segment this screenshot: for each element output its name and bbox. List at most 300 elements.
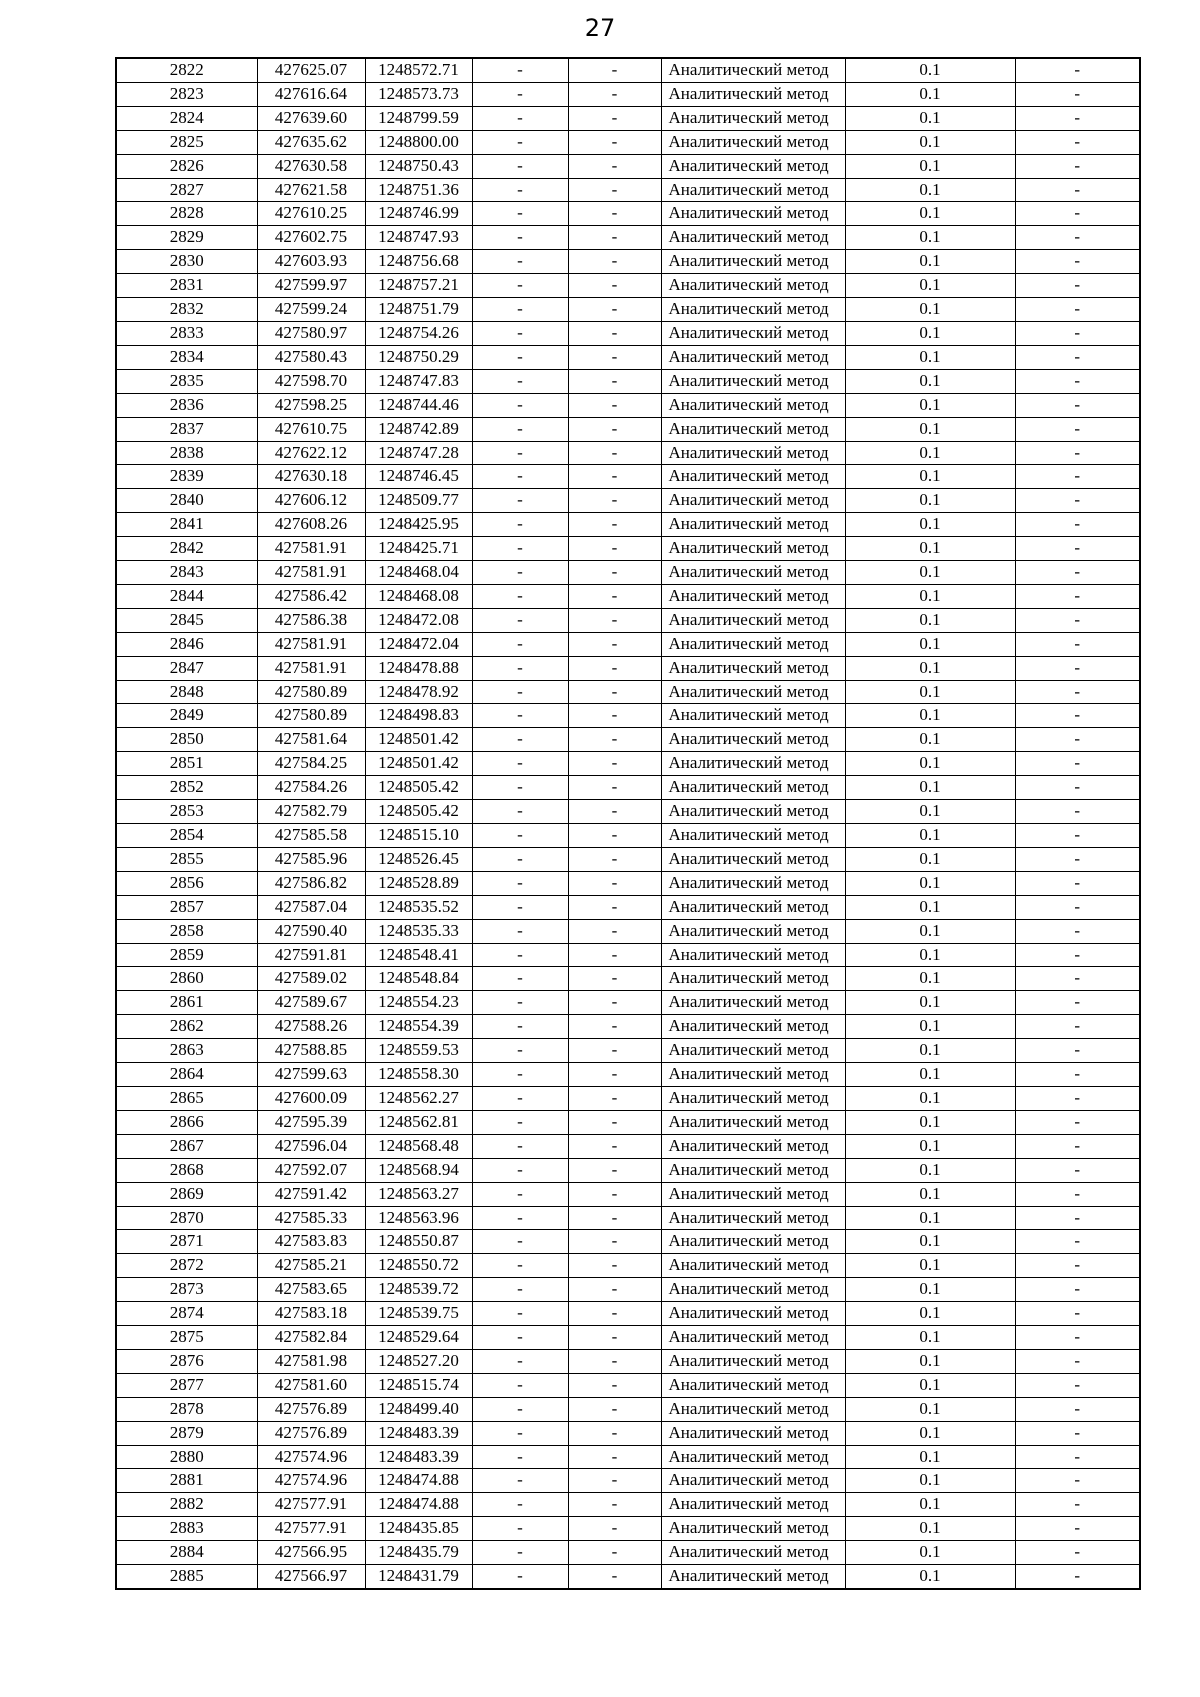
x-coordinate-cell: 427586.42 [257,584,365,608]
y-coordinate-cell: 1248747.93 [365,226,472,250]
table-row [116,584,1140,608]
x-coordinate-cell: 427625.07 [257,58,365,82]
x-coordinate-cell: 427591.42 [257,1182,365,1206]
empty-value-cell: - [568,1254,661,1278]
accuracy-cell: 0.1 [845,1158,1015,1182]
point-number-cell: 2840 [116,489,257,513]
point-number-cell: 2838 [116,441,257,465]
x-coordinate-cell: 427586.82 [257,871,365,895]
x-coordinate-cell: 427590.40 [257,919,365,943]
empty-value-cell: - [568,202,661,226]
empty-value-cell: - [1015,321,1140,345]
point-number-cell: 2861 [116,991,257,1015]
empty-value-cell: - [1015,1015,1140,1039]
point-number-cell: 2828 [116,202,257,226]
table-row [116,1326,1140,1350]
table-row [116,943,1140,967]
accuracy-cell: 0.1 [845,895,1015,919]
x-coordinate-cell: 427589.02 [257,967,365,991]
empty-value-cell: - [568,417,661,441]
point-number-cell: 2855 [116,847,257,871]
table-row [116,1110,1140,1134]
point-number-cell: 2841 [116,513,257,537]
method-cell: Аналитический метод [661,130,845,154]
empty-value-cell: - [1015,943,1140,967]
empty-value-cell: - [472,943,568,967]
y-coordinate-cell: 1248568.94 [365,1158,472,1182]
y-coordinate-cell: 1248515.74 [365,1373,472,1397]
point-number-cell: 2864 [116,1063,257,1087]
method-cell: Аналитический метод [661,1541,845,1565]
point-number-cell: 2857 [116,895,257,919]
table-row [116,991,1140,1015]
empty-value-cell: - [472,1110,568,1134]
empty-value-cell: - [472,1182,568,1206]
x-coordinate-cell: 427595.39 [257,1110,365,1134]
method-cell: Аналитический метод [661,919,845,943]
table-row [116,1349,1140,1373]
y-coordinate-cell: 1248435.85 [365,1517,472,1541]
accuracy-cell: 0.1 [845,1302,1015,1326]
x-coordinate-cell: 427586.38 [257,608,365,632]
empty-value-cell: - [568,584,661,608]
point-number-cell: 2822 [116,58,257,82]
x-coordinate-cell: 427622.12 [257,441,365,465]
empty-value-cell: - [472,1469,568,1493]
empty-value-cell: - [1015,561,1140,585]
empty-value-cell: - [568,274,661,298]
table-row [116,250,1140,274]
empty-value-cell: - [568,1278,661,1302]
empty-value-cell: - [1015,1421,1140,1445]
accuracy-cell: 0.1 [845,728,1015,752]
x-coordinate-cell: 427576.89 [257,1397,365,1421]
accuracy-cell: 0.1 [845,561,1015,585]
empty-value-cell: - [1015,1206,1140,1230]
method-cell: Аналитический метод [661,943,845,967]
x-coordinate-cell: 427583.65 [257,1278,365,1302]
accuracy-cell: 0.1 [845,608,1015,632]
empty-value-cell: - [568,752,661,776]
method-cell: Аналитический метод [661,1469,845,1493]
point-number-cell: 2876 [116,1349,257,1373]
point-number-cell: 2866 [116,1110,257,1134]
table-row [116,632,1140,656]
table-row [116,130,1140,154]
empty-value-cell: - [472,130,568,154]
x-coordinate-cell: 427581.91 [257,656,365,680]
x-coordinate-cell: 427582.79 [257,800,365,824]
x-coordinate-cell: 427583.83 [257,1230,365,1254]
empty-value-cell: - [472,561,568,585]
empty-value-cell: - [1015,752,1140,776]
empty-value-cell: - [472,1541,568,1565]
x-coordinate-cell: 427581.91 [257,632,365,656]
y-coordinate-cell: 1248550.87 [365,1230,472,1254]
y-coordinate-cell: 1248554.39 [365,1015,472,1039]
empty-value-cell: - [568,824,661,848]
empty-value-cell: - [1015,1565,1140,1589]
empty-value-cell: - [568,1182,661,1206]
point-number-cell: 2872 [116,1254,257,1278]
accuracy-cell: 0.1 [845,776,1015,800]
empty-value-cell: - [472,991,568,1015]
table-row [116,393,1140,417]
empty-value-cell: - [472,967,568,991]
table-row [116,202,1140,226]
empty-value-cell: - [472,298,568,322]
accuracy-cell: 0.1 [845,1373,1015,1397]
point-number-cell: 2852 [116,776,257,800]
coordinates-table [115,57,1141,1590]
accuracy-cell: 0.1 [845,824,1015,848]
empty-value-cell: - [472,465,568,489]
method-cell: Аналитический метод [661,1493,845,1517]
y-coordinate-cell: 1248468.08 [365,584,472,608]
table-row [116,441,1140,465]
point-number-cell: 2860 [116,967,257,991]
y-coordinate-cell: 1248529.64 [365,1326,472,1350]
method-cell: Аналитический метод [661,584,845,608]
empty-value-cell: - [568,1326,661,1350]
table-row [116,680,1140,704]
empty-value-cell: - [568,489,661,513]
empty-value-cell: - [472,417,568,441]
empty-value-cell: - [472,871,568,895]
empty-value-cell: - [1015,1517,1140,1541]
y-coordinate-cell: 1248478.92 [365,680,472,704]
point-number-cell: 2865 [116,1086,257,1110]
method-cell: Аналитический метод [661,871,845,895]
x-coordinate-cell: 427581.91 [257,561,365,585]
table-row [116,1517,1140,1541]
accuracy-cell: 0.1 [845,106,1015,130]
point-number-cell: 2874 [116,1302,257,1326]
point-number-cell: 2844 [116,584,257,608]
empty-value-cell: - [568,680,661,704]
point-number-cell: 2868 [116,1158,257,1182]
empty-value-cell: - [568,561,661,585]
empty-value-cell: - [568,895,661,919]
empty-value-cell: - [472,1063,568,1087]
method-cell: Аналитический метод [661,1254,845,1278]
point-number-cell: 2848 [116,680,257,704]
method-cell: Аналитический метод [661,1134,845,1158]
empty-value-cell: - [472,919,568,943]
table-row [116,298,1140,322]
x-coordinate-cell: 427580.43 [257,345,365,369]
page-number: 27 [584,14,616,42]
empty-value-cell: - [1015,704,1140,728]
y-coordinate-cell: 1248742.89 [365,417,472,441]
y-coordinate-cell: 1248572.71 [365,58,472,82]
empty-value-cell: - [568,154,661,178]
empty-value-cell: - [568,82,661,106]
empty-value-cell: - [1015,824,1140,848]
table-row [116,656,1140,680]
empty-value-cell: - [1015,1469,1140,1493]
table-row [116,967,1140,991]
table-row [116,1158,1140,1182]
x-coordinate-cell: 427596.04 [257,1134,365,1158]
x-coordinate-cell: 427635.62 [257,130,365,154]
empty-value-cell: - [1015,130,1140,154]
table-row [116,561,1140,585]
y-coordinate-cell: 1248562.81 [365,1110,472,1134]
method-cell: Аналитический метод [661,1373,845,1397]
accuracy-cell: 0.1 [845,1469,1015,1493]
table-row [116,226,1140,250]
point-number-cell: 2862 [116,1015,257,1039]
point-number-cell: 2878 [116,1397,257,1421]
method-cell: Аналитический метод [661,226,845,250]
y-coordinate-cell: 1248750.43 [365,154,472,178]
empty-value-cell: - [1015,1278,1140,1302]
x-coordinate-cell: 427598.70 [257,369,365,393]
method-cell: Аналитический метод [661,393,845,417]
table-row [116,1493,1140,1517]
empty-value-cell: - [568,226,661,250]
y-coordinate-cell: 1248746.45 [365,465,472,489]
accuracy-cell: 0.1 [845,130,1015,154]
empty-value-cell: - [568,1063,661,1087]
accuracy-cell: 0.1 [845,1230,1015,1254]
x-coordinate-cell: 427610.75 [257,417,365,441]
method-cell: Аналитический метод [661,1182,845,1206]
y-coordinate-cell: 1248751.36 [365,178,472,202]
empty-value-cell: - [568,871,661,895]
empty-value-cell: - [568,632,661,656]
empty-value-cell: - [1015,537,1140,561]
empty-value-cell: - [472,226,568,250]
empty-value-cell: - [1015,1039,1140,1063]
y-coordinate-cell: 1248468.04 [365,561,472,585]
point-number-cell: 2881 [116,1469,257,1493]
y-coordinate-cell: 1248754.26 [365,321,472,345]
table-row [116,1278,1140,1302]
y-coordinate-cell: 1248746.99 [365,202,472,226]
accuracy-cell: 0.1 [845,1278,1015,1302]
point-number-cell: 2842 [116,537,257,561]
table-row [116,800,1140,824]
empty-value-cell: - [1015,298,1140,322]
y-coordinate-cell: 1248425.95 [365,513,472,537]
table-row [116,513,1140,537]
method-cell: Аналитический метод [661,345,845,369]
empty-value-cell: - [472,728,568,752]
empty-value-cell: - [1015,1182,1140,1206]
y-coordinate-cell: 1248501.42 [365,752,472,776]
table-row [116,1397,1140,1421]
empty-value-cell: - [1015,202,1140,226]
empty-value-cell: - [472,824,568,848]
empty-value-cell: - [472,178,568,202]
accuracy-cell: 0.1 [845,704,1015,728]
x-coordinate-cell: 427585.21 [257,1254,365,1278]
method-cell: Аналитический метод [661,1302,845,1326]
method-cell: Аналитический метод [661,632,845,656]
accuracy-cell: 0.1 [845,1039,1015,1063]
accuracy-cell: 0.1 [845,584,1015,608]
empty-value-cell: - [568,704,661,728]
accuracy-cell: 0.1 [845,1541,1015,1565]
empty-value-cell: - [472,1373,568,1397]
x-coordinate-cell: 427606.12 [257,489,365,513]
empty-value-cell: - [1015,1493,1140,1517]
point-number-cell: 2824 [116,106,257,130]
accuracy-cell: 0.1 [845,680,1015,704]
x-coordinate-cell: 427577.91 [257,1493,365,1517]
table-row [116,1230,1140,1254]
empty-value-cell: - [472,1493,568,1517]
y-coordinate-cell: 1248563.96 [365,1206,472,1230]
method-cell: Аналитический метод [661,752,845,776]
x-coordinate-cell: 427584.26 [257,776,365,800]
point-number-cell: 2867 [116,1134,257,1158]
empty-value-cell: - [1015,800,1140,824]
empty-value-cell: - [568,1445,661,1469]
table-row [116,321,1140,345]
y-coordinate-cell: 1248751.79 [365,298,472,322]
x-coordinate-cell: 427584.25 [257,752,365,776]
empty-value-cell: - [472,752,568,776]
method-cell: Аналитический метод [661,1158,845,1182]
empty-value-cell: - [568,130,661,154]
empty-value-cell: - [1015,584,1140,608]
x-coordinate-cell: 427621.58 [257,178,365,202]
method-cell: Аналитический метод [661,513,845,537]
empty-value-cell: - [472,274,568,298]
x-coordinate-cell: 427603.93 [257,250,365,274]
empty-value-cell: - [472,632,568,656]
x-coordinate-cell: 427576.89 [257,1421,365,1445]
x-coordinate-cell: 427566.95 [257,1541,365,1565]
y-coordinate-cell: 1248568.48 [365,1134,472,1158]
x-coordinate-cell: 427599.63 [257,1063,365,1087]
y-coordinate-cell: 1248499.40 [365,1397,472,1421]
table-row [116,704,1140,728]
empty-value-cell: - [1015,776,1140,800]
method-cell: Аналитический метод [661,1086,845,1110]
empty-value-cell: - [1015,1326,1140,1350]
y-coordinate-cell: 1248757.21 [365,274,472,298]
point-number-cell: 2863 [116,1039,257,1063]
empty-value-cell: - [472,58,568,82]
empty-value-cell: - [1015,417,1140,441]
accuracy-cell: 0.1 [845,919,1015,943]
x-coordinate-cell: 427589.67 [257,991,365,1015]
accuracy-cell: 0.1 [845,1565,1015,1589]
empty-value-cell: - [472,1326,568,1350]
accuracy-cell: 0.1 [845,1110,1015,1134]
empty-value-cell: - [1015,250,1140,274]
method-cell: Аналитический метод [661,1039,845,1063]
table-row [116,871,1140,895]
empty-value-cell: - [472,1565,568,1589]
point-number-cell: 2880 [116,1445,257,1469]
empty-value-cell: - [1015,106,1140,130]
y-coordinate-cell: 1248548.84 [365,967,472,991]
x-coordinate-cell: 427585.58 [257,824,365,848]
y-coordinate-cell: 1248474.88 [365,1469,472,1493]
point-number-cell: 2885 [116,1565,257,1589]
empty-value-cell: - [1015,1086,1140,1110]
accuracy-cell: 0.1 [845,1063,1015,1087]
y-coordinate-cell: 1248472.08 [365,608,472,632]
method-cell: Аналитический метод [661,1517,845,1541]
empty-value-cell: - [568,1302,661,1326]
point-number-cell: 2833 [116,321,257,345]
point-number-cell: 2825 [116,130,257,154]
empty-value-cell: - [1015,369,1140,393]
point-number-cell: 2846 [116,632,257,656]
x-coordinate-cell: 427639.60 [257,106,365,130]
empty-value-cell: - [472,1278,568,1302]
x-coordinate-cell: 427581.60 [257,1373,365,1397]
point-number-cell: 2831 [116,274,257,298]
empty-value-cell: - [1015,393,1140,417]
y-coordinate-cell: 1248431.79 [365,1565,472,1589]
method-cell: Аналитический метод [661,417,845,441]
table-row [116,608,1140,632]
empty-value-cell: - [568,441,661,465]
method-cell: Аналитический метод [661,656,845,680]
point-number-cell: 2873 [116,1278,257,1302]
x-coordinate-cell: 427580.89 [257,680,365,704]
empty-value-cell: - [568,106,661,130]
empty-value-cell: - [472,584,568,608]
empty-value-cell: - [568,298,661,322]
empty-value-cell: - [568,1349,661,1373]
y-coordinate-cell: 1248554.23 [365,991,472,1015]
empty-value-cell: - [568,1158,661,1182]
method-cell: Аналитический метод [661,1110,845,1134]
empty-value-cell: - [472,680,568,704]
empty-value-cell: - [1015,1254,1140,1278]
empty-value-cell: - [1015,1397,1140,1421]
empty-value-cell: - [1015,178,1140,202]
point-number-cell: 2827 [116,178,257,202]
y-coordinate-cell: 1248562.27 [365,1086,472,1110]
empty-value-cell: - [1015,632,1140,656]
method-cell: Аналитический метод [661,1206,845,1230]
empty-value-cell: - [472,1230,568,1254]
accuracy-cell: 0.1 [845,967,1015,991]
x-coordinate-cell: 427580.97 [257,321,365,345]
point-number-cell: 2832 [116,298,257,322]
empty-value-cell: - [568,1110,661,1134]
y-coordinate-cell: 1248539.72 [365,1278,472,1302]
y-coordinate-cell: 1248800.00 [365,130,472,154]
empty-value-cell: - [568,1039,661,1063]
accuracy-cell: 0.1 [845,513,1015,537]
method-cell: Аналитический метод [661,1326,845,1350]
empty-value-cell: - [1015,656,1140,680]
point-number-cell: 2851 [116,752,257,776]
method-cell: Аналитический метод [661,895,845,919]
point-number-cell: 2882 [116,1493,257,1517]
x-coordinate-cell: 427587.04 [257,895,365,919]
y-coordinate-cell: 1248505.42 [365,800,472,824]
empty-value-cell: - [1015,871,1140,895]
y-coordinate-cell: 1248747.83 [365,369,472,393]
method-cell: Аналитический метод [661,202,845,226]
table-row [116,1541,1140,1565]
method-cell: Аналитический метод [661,991,845,1015]
empty-value-cell: - [568,393,661,417]
table-row [116,895,1140,919]
empty-value-cell: - [472,1086,568,1110]
